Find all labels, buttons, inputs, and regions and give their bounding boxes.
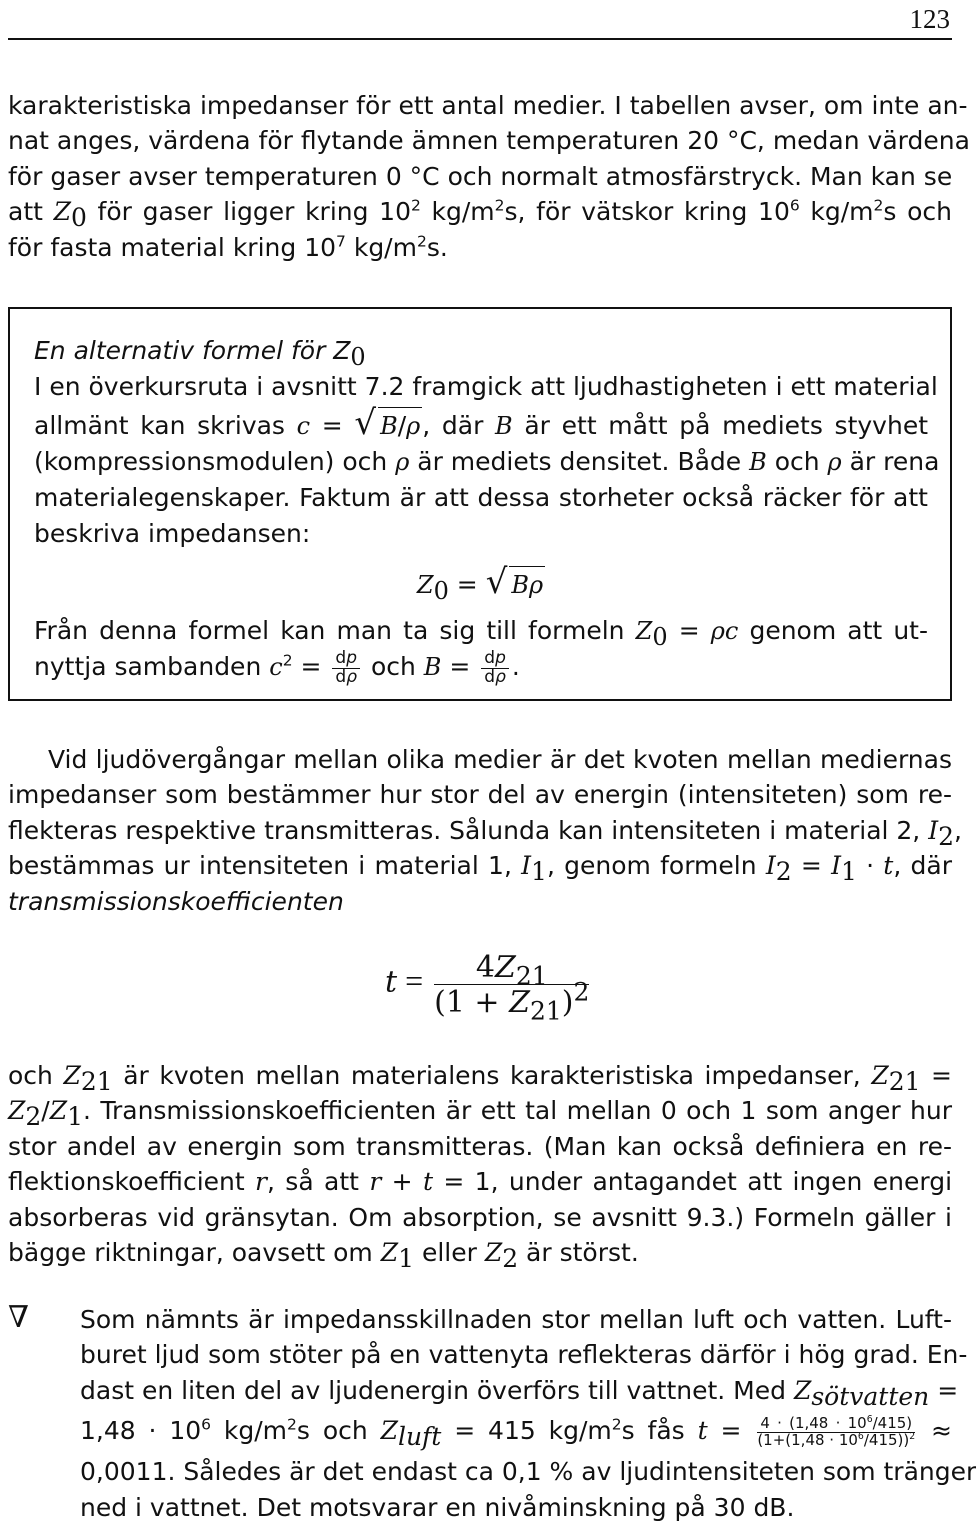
p3-line: flektionskoefficient r, så att r + t = 1, under antagandet att ingen energi bbox=[8, 1167, 953, 1197]
box-line: materialegenskaper. Faktum är att dessa storheter också räcker för att bbox=[34, 483, 928, 512]
intro-paragraph bbox=[8, 88, 970, 265]
impedance-formula: $Z_0$ = √ Bρ bbox=[416, 562, 544, 605]
box-line: beskriva impedansen: bbox=[34, 519, 311, 548]
intro-line: för gaser avser temperaturen 0 °C och normalt atmosfärstryck. Man kan se bbox=[8, 161, 953, 191]
header-rule bbox=[8, 38, 952, 40]
p3-line: bägge riktningar, oavsett om $Z_1$ eller $Z_2$ är störst. bbox=[8, 1238, 639, 1274]
info-box-content bbox=[34, 333, 940, 687]
example-line: dast en liten del av ljudenergin överförs till vattnet. Med $Z_{sötvatten}$ = bbox=[80, 1375, 959, 1411]
example-line: ned i vattnet. Det motsvarar en nivåminskning på 30 dB. bbox=[80, 1492, 795, 1522]
p2-line: flekteras respektive transmitteras. Sålunda kan intensiteten i material 2, $I_2$, bbox=[8, 815, 962, 851]
example-line: Som nämnts är impedansskillnaden stor mellan luft och vatten. Luft- bbox=[80, 1305, 952, 1334]
example-line: $1,48 \cdot 10^6$ $kg/m^2s$ och $Z_{luft} = 415$ $kg/m^2s$ fås t = $\frac{4 \cdot (1,48 \cdot 10^6/415)}{(1+(1,48 \cdot 10^6/415))^2}$ ≈ bbox=[80, 1413, 952, 1452]
intro-line: för fasta material kring $10^7$ $kg/m^2s$. bbox=[8, 232, 448, 262]
p3-line: och $Z_{21}$ är kvoten mellan materialens karakteristiska impedanser, $Z_{21}$ = bbox=[8, 1061, 952, 1096]
intro-line: nat anges, värdena för flytande ämnen temperaturen 20 °C, medan värdena bbox=[8, 126, 970, 156]
box-line: (kompressionsmodulen) och ρ är mediets densitet. Både B och ρ är rena bbox=[34, 447, 940, 476]
info-box bbox=[8, 307, 952, 701]
example-paragraph bbox=[80, 1302, 976, 1525]
p3-line: stor andel av energin som transmitteras. (Man kan också definiera en re- bbox=[8, 1131, 952, 1161]
box-line: Från denna formel kan man ta sig till formeln $Z_0 = \rho c$ genom att ut- bbox=[34, 616, 929, 651]
p2-line: Vid ljudövergångar mellan olika medier är det kvoten mellan mediernas bbox=[48, 745, 952, 774]
intro-line: att $Z_0$ för gaser ligger kring $10^2$ $kg/m^2s$, för vätskor kring $10^6$ $kg/m^2s$ och bbox=[8, 196, 952, 233]
p2-line: bestämmas ur intensiteten i material 1, $I_1$, genom formeln $I_2 = I_1 \cdot t$, där bbox=[8, 851, 952, 887]
p3-line: absorberas vid gränsytan. Om absorption, se avsnitt 9.3.) Formeln gäller i bbox=[8, 1202, 952, 1232]
page-number: 123 bbox=[909, 4, 950, 34]
defined-term: transmissionskoefficienten bbox=[8, 886, 344, 916]
example-line: buret ljud som stöter på en vattenyta reflekteras därför i hög grad. En- bbox=[80, 1340, 968, 1370]
p2-line: impedanser som bestämmer hur stor del av energin (intensiteten) som re- bbox=[8, 780, 952, 810]
box-line: I en överkursruta i avsnitt 7.2 framgick att ljudhastigheten i ett material bbox=[34, 372, 938, 401]
box-line: allmänt kan skrivas c = √ B/ρ, där B är ett mått på mediets styvhet bbox=[34, 403, 929, 443]
box-line: nyttja sambanden $c^2$ = $\frac{dp}{d\rho}$ och B = $\frac{dp}{d\rho}$ . bbox=[34, 647, 520, 687]
paragraph-3 bbox=[8, 1058, 953, 1274]
example-marker-icon: ∇ bbox=[8, 1301, 29, 1334]
example-line: 0,0011. Således är det endast ca 0,1 % av ljudintensiteten som tränger bbox=[80, 1457, 976, 1487]
intro-line: karakteristiska impedanser för ett antal medier. I tabellen avser, om inte an- bbox=[8, 91, 968, 120]
box-title: En alternativ formel för $Z_0$ bbox=[34, 336, 366, 371]
p3-line: $Z_2/Z_1$. Transmissionskoefficienten är ett tal mellan 0 och 1 som anger hur bbox=[8, 1096, 952, 1132]
paragraph-2 bbox=[8, 742, 962, 919]
